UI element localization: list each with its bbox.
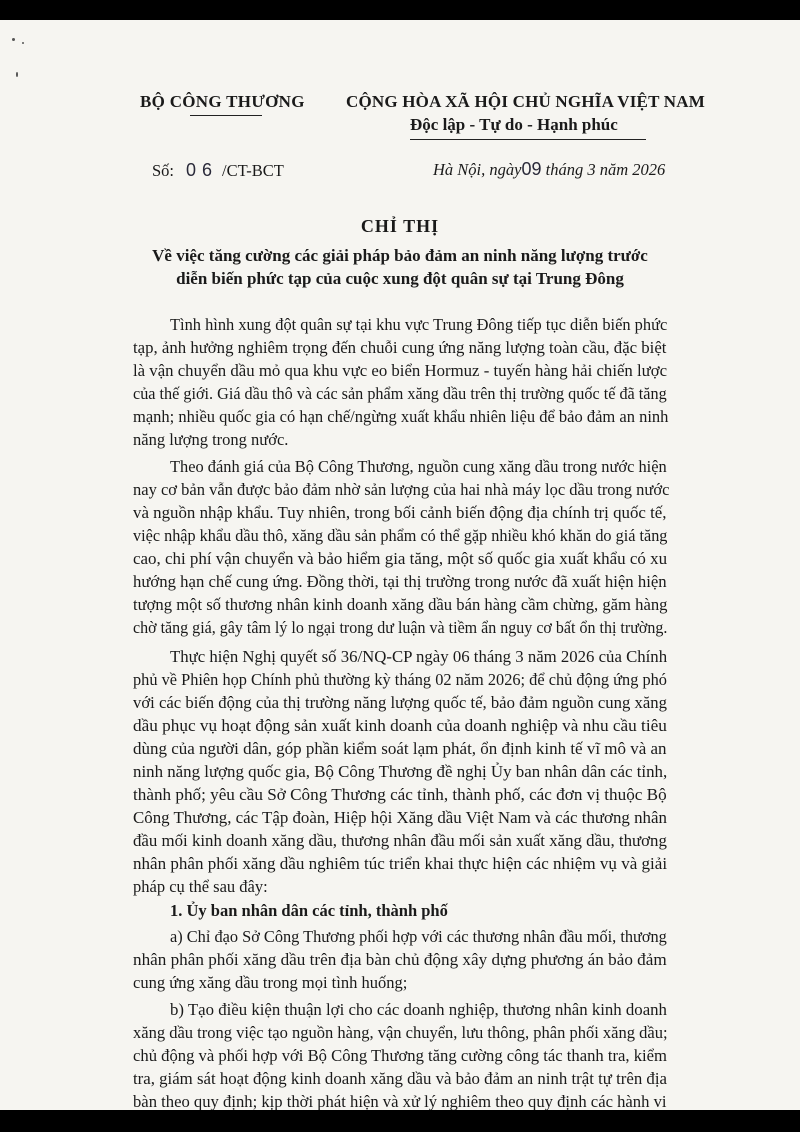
body-text-line: việc nhập khẩu dầu thô, xăng dầu sản phẩm có thể gặp nhiều khó khăn do giá tăng (133, 526, 668, 545)
body-text-line: Công Thương, các Tập đoàn, Hiệp hội Xăng dầu Việt Nam và các thương nhân (133, 808, 667, 827)
section-heading: 1. Ủy ban nhân dân các tỉnh, thành phố (170, 901, 448, 920)
body-text-line: b) Tạo điều kiện thuận lợi cho các doanh nghiệp, thương nhân kinh doanh (170, 1000, 667, 1019)
body-text-line: chờ tăng giá, gây tâm lý lo ngại trong dư luận và tiềm ẩn nguy cơ bất ổn thị trường. (133, 618, 668, 637)
body-text-line: nay cơ bản vẫn được bảo đảm nhờ sản lượng của hai nhà máy lọc dầu trong nước (133, 480, 670, 499)
document-number (152, 160, 284, 181)
document-type: CHỈ THỊ (360, 216, 440, 236)
issue-date (433, 159, 665, 180)
scan-speck (12, 38, 15, 41)
body-text-line: là vận chuyển dầu mỏ qua khu vực eo biển Hormuz - tuyến hàng hải chiến lược (133, 361, 668, 380)
document-number-label: Số: (152, 161, 175, 180)
body-text-line: nhân phân phối xăng dầu nghiêm túc triển khai thực hiện các nhiệm vụ và giải (133, 854, 668, 873)
issue-date-prefix: Hà Nội, ngày (433, 160, 522, 179)
body-text-line: cao, chi phí vận chuyển và bảo hiểm gia tăng, một số quốc gia xuất khẩu có xu (133, 549, 668, 568)
body-text-line: của thế giới. Giá dầu thô và các sản phẩm xăng dầu trên thị trường quốc tế đã tăng (133, 384, 667, 403)
scan-speck (16, 72, 18, 77)
document-subject-line: Về việc tăng cường các giải pháp bảo đảm an ninh năng lượng trước (152, 246, 648, 265)
republic-name: CỘNG HÒA XÃ HỘI CHỦ NGHĨA VIỆT NAM (346, 92, 705, 111)
body-text-line: chủ động và phối hợp với Bộ Công Thương tăng cường công tác thanh tra, kiểm (133, 1046, 667, 1065)
ministry-name: BỘ CÔNG THƯƠNG (140, 92, 305, 111)
body-text-line: dầu phục vụ hoạt động sản xuất kinh doanh của doanh nghiệp và nhu cầu tiêu (133, 716, 667, 735)
body-text-line: cung ứng xăng dầu trong mọi tình huống; (133, 973, 408, 992)
body-text-line: và nguồn nhập khẩu. Tuy nhiên, trong bối cảnh biến động địa chính trị quốc tế, (133, 503, 667, 522)
body-text-line: dùng của người dân, góp phần kiểm soát lạm phát, ổn định kinh tế vĩ mô và an (133, 739, 667, 758)
body-text-line: thành phố; yêu cầu Sở Công Thương các tỉnh, thành phố, các đơn vị thuộc Bộ (133, 785, 667, 804)
body-text-line: pháp cụ thể sau đây: (133, 877, 268, 896)
document-number-code: /CT-BCT (222, 161, 284, 180)
body-text-line: năng lượng trong nước. (133, 430, 289, 449)
scan-speck (22, 42, 24, 44)
issue-date-day: 09 (521, 159, 542, 179)
body-text-line: tra, giám sát hoạt động kinh doanh xăng dầu và bảo đảm an ninh trật tự trên địa (133, 1069, 667, 1088)
body-text-line: a) Chỉ đạo Sở Công Thương phối hợp với các thương nhân đầu mối, thương (170, 927, 667, 946)
national-motto: Độc lập - Tự do - Hạnh phúc (410, 115, 618, 134)
issue-date-suffix: tháng 3 năm 2026 (545, 160, 666, 179)
body-text-line: đầu mối kinh doanh xăng dầu, thương nhân đầu mối sản xuất xăng dầu, thương (133, 831, 667, 850)
document-subject-line: diễn biến phức tạp của cuộc xung đột quân sự tại Trung Đông (176, 269, 624, 288)
body-text-line: tạp, ảnh hưởng nghiêm trọng đến chuỗi cung ứng năng lượng toàn cầu, đặc biệt (133, 338, 667, 357)
body-text-line: Theo đánh giá của Bộ Công Thương, nguồn cung xăng dầu trong nước hiện (170, 457, 667, 476)
body-text-line: nhân phân phối xăng dầu trên địa bàn chủ động xây dựng phương án bảo đảm (133, 950, 667, 969)
body-text-line: phủ về Phiên họp Chính phủ thường kỳ tháng 02 năm 2026; để chủ động ứng phó (133, 670, 667, 689)
body-text-line: xăng dầu trong việc tạo nguồn hàng, vận chuyển, lưu thông, phân phối xăng dầu; (133, 1023, 668, 1042)
body-text-line: hướng hạn chế cung ứng. Đồng thời, tại thị trường trong nước đã xuất hiện hiện (133, 572, 667, 591)
document-number-value: 06 (186, 160, 219, 180)
ministry-underline (190, 115, 262, 116)
body-text-line: Thực hiện Nghị quyết số 36/NQ-CP ngày 06 tháng 3 năm 2026 của Chính (170, 647, 668, 666)
document-page (0, 20, 800, 1110)
body-text-line: với các biến động của thị trường năng lượng quốc tế, bảo đảm nguồn cung xăng (133, 693, 667, 712)
body-text-line: ninh năng lượng quốc gia, Bộ Công Thương đề nghị Ủy ban nhân dân các tỉnh, (133, 762, 668, 781)
body-text-line: mạnh; nhiều quốc gia có hạn chế/ngừng xuất khẩu nhiên liệu để bảo đảm an ninh (133, 407, 669, 426)
motto-underline (410, 139, 646, 140)
body-text-line: bàn theo quy định; kịp thời phát hiện và xử lý nghiêm theo quy định các hành vi (133, 1092, 667, 1110)
body-text-line: Tình hình xung đột quân sự tại khu vực Trung Đông tiếp tục diễn biến phức (170, 315, 668, 334)
body-text-line: tượng một số thương nhân kinh doanh xăng dầu bán hàng cầm chừng, găm hàng (133, 595, 668, 614)
